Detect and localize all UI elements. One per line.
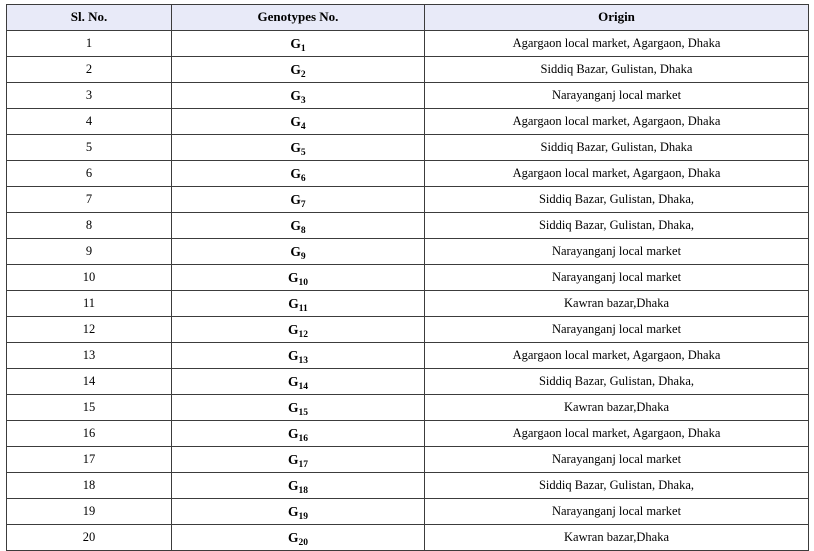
origin-text: Siddiq Bazar, Gulistan, Dhaka <box>540 140 693 155</box>
genotype-subscript: 1 <box>300 43 306 54</box>
genotype-label <box>287 451 308 470</box>
table-row <box>7 291 809 317</box>
table-row <box>7 83 809 109</box>
origin-text: Siddiq Bazar, Gulistan, Dhaka, <box>538 218 695 233</box>
origin-text: Narayanganj local market <box>551 270 682 285</box>
genotype-base: G <box>287 269 299 285</box>
cell-genotype-no <box>172 135 425 161</box>
column-header-origin: Origin <box>425 5 809 31</box>
origin-text: Narayanganj local market <box>551 88 682 103</box>
table-header <box>7 5 809 31</box>
cell-genotype-no <box>172 239 425 265</box>
genotype-label <box>290 61 306 80</box>
cell-sl-no: 16 <box>7 421 172 447</box>
genotype-base: G <box>290 35 301 51</box>
table-row <box>7 213 809 239</box>
cell-origin <box>425 239 809 265</box>
genotype-label <box>290 113 306 132</box>
genotype-subscript: 9 <box>300 251 306 262</box>
cell-sl-no: 19 <box>7 499 172 525</box>
genotype-label <box>290 191 306 210</box>
cell-sl-no: 11 <box>7 291 172 317</box>
cell-origin <box>425 187 809 213</box>
genotype-base: G <box>290 139 301 155</box>
genotype-base: G <box>287 451 299 467</box>
cell-origin <box>425 265 809 291</box>
cell-genotype-no <box>172 473 425 499</box>
origin-text: Agargaon local market, Agargaon, Dhaka <box>512 348 721 363</box>
origin-text: Agargaon local market, Agargaon, Dhaka <box>512 36 721 51</box>
cell-genotype-no <box>172 395 425 421</box>
genotype-base: G <box>290 61 301 77</box>
table-row <box>7 317 809 343</box>
genotype-label <box>287 477 308 496</box>
genotype-subscript: 13 <box>298 355 308 366</box>
cell-genotype-no <box>172 421 425 447</box>
origin-text: Narayanganj local market <box>551 244 682 259</box>
cell-origin <box>425 525 809 551</box>
genotype-base: G <box>287 477 299 493</box>
genotype-subscript: 6 <box>300 173 306 184</box>
genotype-base: G <box>290 217 301 233</box>
table-body <box>7 31 809 551</box>
genotype-subscript: 8 <box>300 225 306 236</box>
cell-sl-no: 10 <box>7 265 172 291</box>
cell-genotype-no <box>172 265 425 291</box>
cell-sl-no: 13 <box>7 343 172 369</box>
genotype-base: G <box>287 425 299 441</box>
cell-genotype-no <box>172 57 425 83</box>
cell-origin <box>425 109 809 135</box>
genotype-label <box>287 373 308 392</box>
cell-sl-no: 15 <box>7 395 172 421</box>
genotype-base: G <box>287 347 299 363</box>
genotype-base: G <box>287 503 299 519</box>
table-row <box>7 135 809 161</box>
genotype-subscript: 10 <box>298 277 308 288</box>
cell-sl-no: 8 <box>7 213 172 239</box>
origin-text: Siddiq Bazar, Gulistan, Dhaka <box>540 62 693 77</box>
genotype-subscript: 3 <box>300 95 306 106</box>
cell-origin <box>425 57 809 83</box>
genotype-subscript: 4 <box>300 121 306 132</box>
table-row <box>7 57 809 83</box>
origin-text: Narayanganj local market <box>551 322 682 337</box>
origin-text: Agargaon local market, Agargaon, Dhaka <box>512 166 721 181</box>
cell-genotype-no <box>172 31 425 57</box>
cell-genotype-no <box>172 343 425 369</box>
cell-sl-no: 5 <box>7 135 172 161</box>
cell-genotype-no <box>172 161 425 187</box>
cell-origin <box>425 473 809 499</box>
genotype-label <box>290 139 306 158</box>
column-header-sl-no: Sl. No. <box>7 5 172 31</box>
table-row <box>7 525 809 551</box>
cell-sl-no: 12 <box>7 317 172 343</box>
cell-origin <box>425 213 809 239</box>
cell-genotype-no <box>172 499 425 525</box>
cell-genotype-no <box>172 447 425 473</box>
cell-sl-no: 17 <box>7 447 172 473</box>
column-header-genotypes-no: Genotypes No. <box>172 5 425 31</box>
genotype-base: G <box>287 321 299 337</box>
genotype-subscript: 19 <box>298 511 308 522</box>
cell-genotype-no <box>172 83 425 109</box>
cell-genotype-no <box>172 213 425 239</box>
table-row <box>7 473 809 499</box>
genotype-label <box>287 269 308 288</box>
origin-text: Siddiq Bazar, Gulistan, Dhaka, <box>538 192 695 207</box>
cell-origin <box>425 135 809 161</box>
table-row <box>7 31 809 57</box>
genotype-subscript: 15 <box>298 407 308 418</box>
cell-sl-no: 20 <box>7 525 172 551</box>
cell-origin <box>425 369 809 395</box>
cell-sl-no: 3 <box>7 83 172 109</box>
origin-text: Siddiq Bazar, Gulistan, Dhaka, <box>538 374 695 389</box>
cell-origin <box>425 161 809 187</box>
table-header-row <box>7 5 809 31</box>
genotype-label <box>287 529 308 548</box>
table-row <box>7 499 809 525</box>
origin-text: Kawran bazar,Dhaka <box>564 296 669 311</box>
genotype-label <box>290 165 306 184</box>
cell-origin <box>425 317 809 343</box>
cell-origin <box>425 83 809 109</box>
genotype-subscript: 18 <box>298 485 308 496</box>
origin-text: Kawran bazar,Dhaka <box>564 530 669 545</box>
cell-origin <box>425 31 809 57</box>
genotype-label <box>287 347 308 366</box>
genotype-base: G <box>290 243 301 259</box>
genotype-base: G <box>290 191 301 207</box>
cell-genotype-no <box>172 317 425 343</box>
cell-origin <box>425 343 809 369</box>
origin-text: Agargaon local market, Agargaon, Dhaka <box>512 114 721 129</box>
cell-sl-no: 6 <box>7 161 172 187</box>
cell-origin <box>425 395 809 421</box>
cell-sl-no: 2 <box>7 57 172 83</box>
cell-genotype-no <box>172 187 425 213</box>
genotype-label <box>288 295 308 314</box>
genotype-subscript: 20 <box>298 537 308 548</box>
table-row <box>7 447 809 473</box>
genotype-base: G <box>290 87 301 103</box>
genotype-origin-table <box>6 4 809 551</box>
genotype-base: G <box>287 529 299 545</box>
cell-sl-no: 9 <box>7 239 172 265</box>
genotype-label <box>290 35 306 54</box>
genotype-subscript: 16 <box>298 433 308 444</box>
cell-genotype-no <box>172 291 425 317</box>
cell-origin <box>425 291 809 317</box>
genotype-subscript: 17 <box>298 459 308 470</box>
origin-text: Narayanganj local market <box>551 452 682 467</box>
genotype-subscript: 2 <box>300 69 306 80</box>
table-row <box>7 187 809 213</box>
origin-text: Narayanganj local market <box>551 504 682 519</box>
genotype-label <box>287 503 308 522</box>
genotype-base: G <box>290 165 301 181</box>
table-row <box>7 369 809 395</box>
genotype-label <box>290 243 306 262</box>
genotype-base: G <box>287 373 299 389</box>
table-row <box>7 265 809 291</box>
table-row <box>7 161 809 187</box>
cell-genotype-no <box>172 525 425 551</box>
genotype-subscript: 5 <box>300 147 306 158</box>
cell-origin <box>425 499 809 525</box>
cell-sl-no: 14 <box>7 369 172 395</box>
cell-sl-no: 7 <box>7 187 172 213</box>
cell-sl-no: 4 <box>7 109 172 135</box>
genotype-label <box>287 399 308 418</box>
table-row <box>7 109 809 135</box>
cell-genotype-no <box>172 109 425 135</box>
origin-text: Kawran bazar,Dhaka <box>564 400 669 415</box>
genotype-label <box>290 87 306 106</box>
table-row <box>7 421 809 447</box>
genotype-label <box>290 217 306 236</box>
genotype-subscript: 7 <box>300 199 306 210</box>
genotype-base: G <box>287 399 299 415</box>
genotype-subscript: 12 <box>298 329 308 340</box>
cell-origin <box>425 447 809 473</box>
genotype-label <box>287 321 308 340</box>
cell-sl-no: 18 <box>7 473 172 499</box>
genotype-subscript: 11 <box>298 303 308 314</box>
genotype-base: G <box>290 113 301 129</box>
table-row <box>7 239 809 265</box>
cell-sl-no: 1 <box>7 31 172 57</box>
origin-text: Siddiq Bazar, Gulistan, Dhaka, <box>538 478 695 493</box>
table-row <box>7 395 809 421</box>
genotype-label <box>287 425 308 444</box>
table-row <box>7 343 809 369</box>
cell-genotype-no <box>172 369 425 395</box>
genotype-subscript: 14 <box>298 381 308 392</box>
origin-text: Agargaon local market, Agargaon, Dhaka <box>512 426 721 441</box>
cell-origin <box>425 421 809 447</box>
genotype-base: G <box>288 295 299 311</box>
